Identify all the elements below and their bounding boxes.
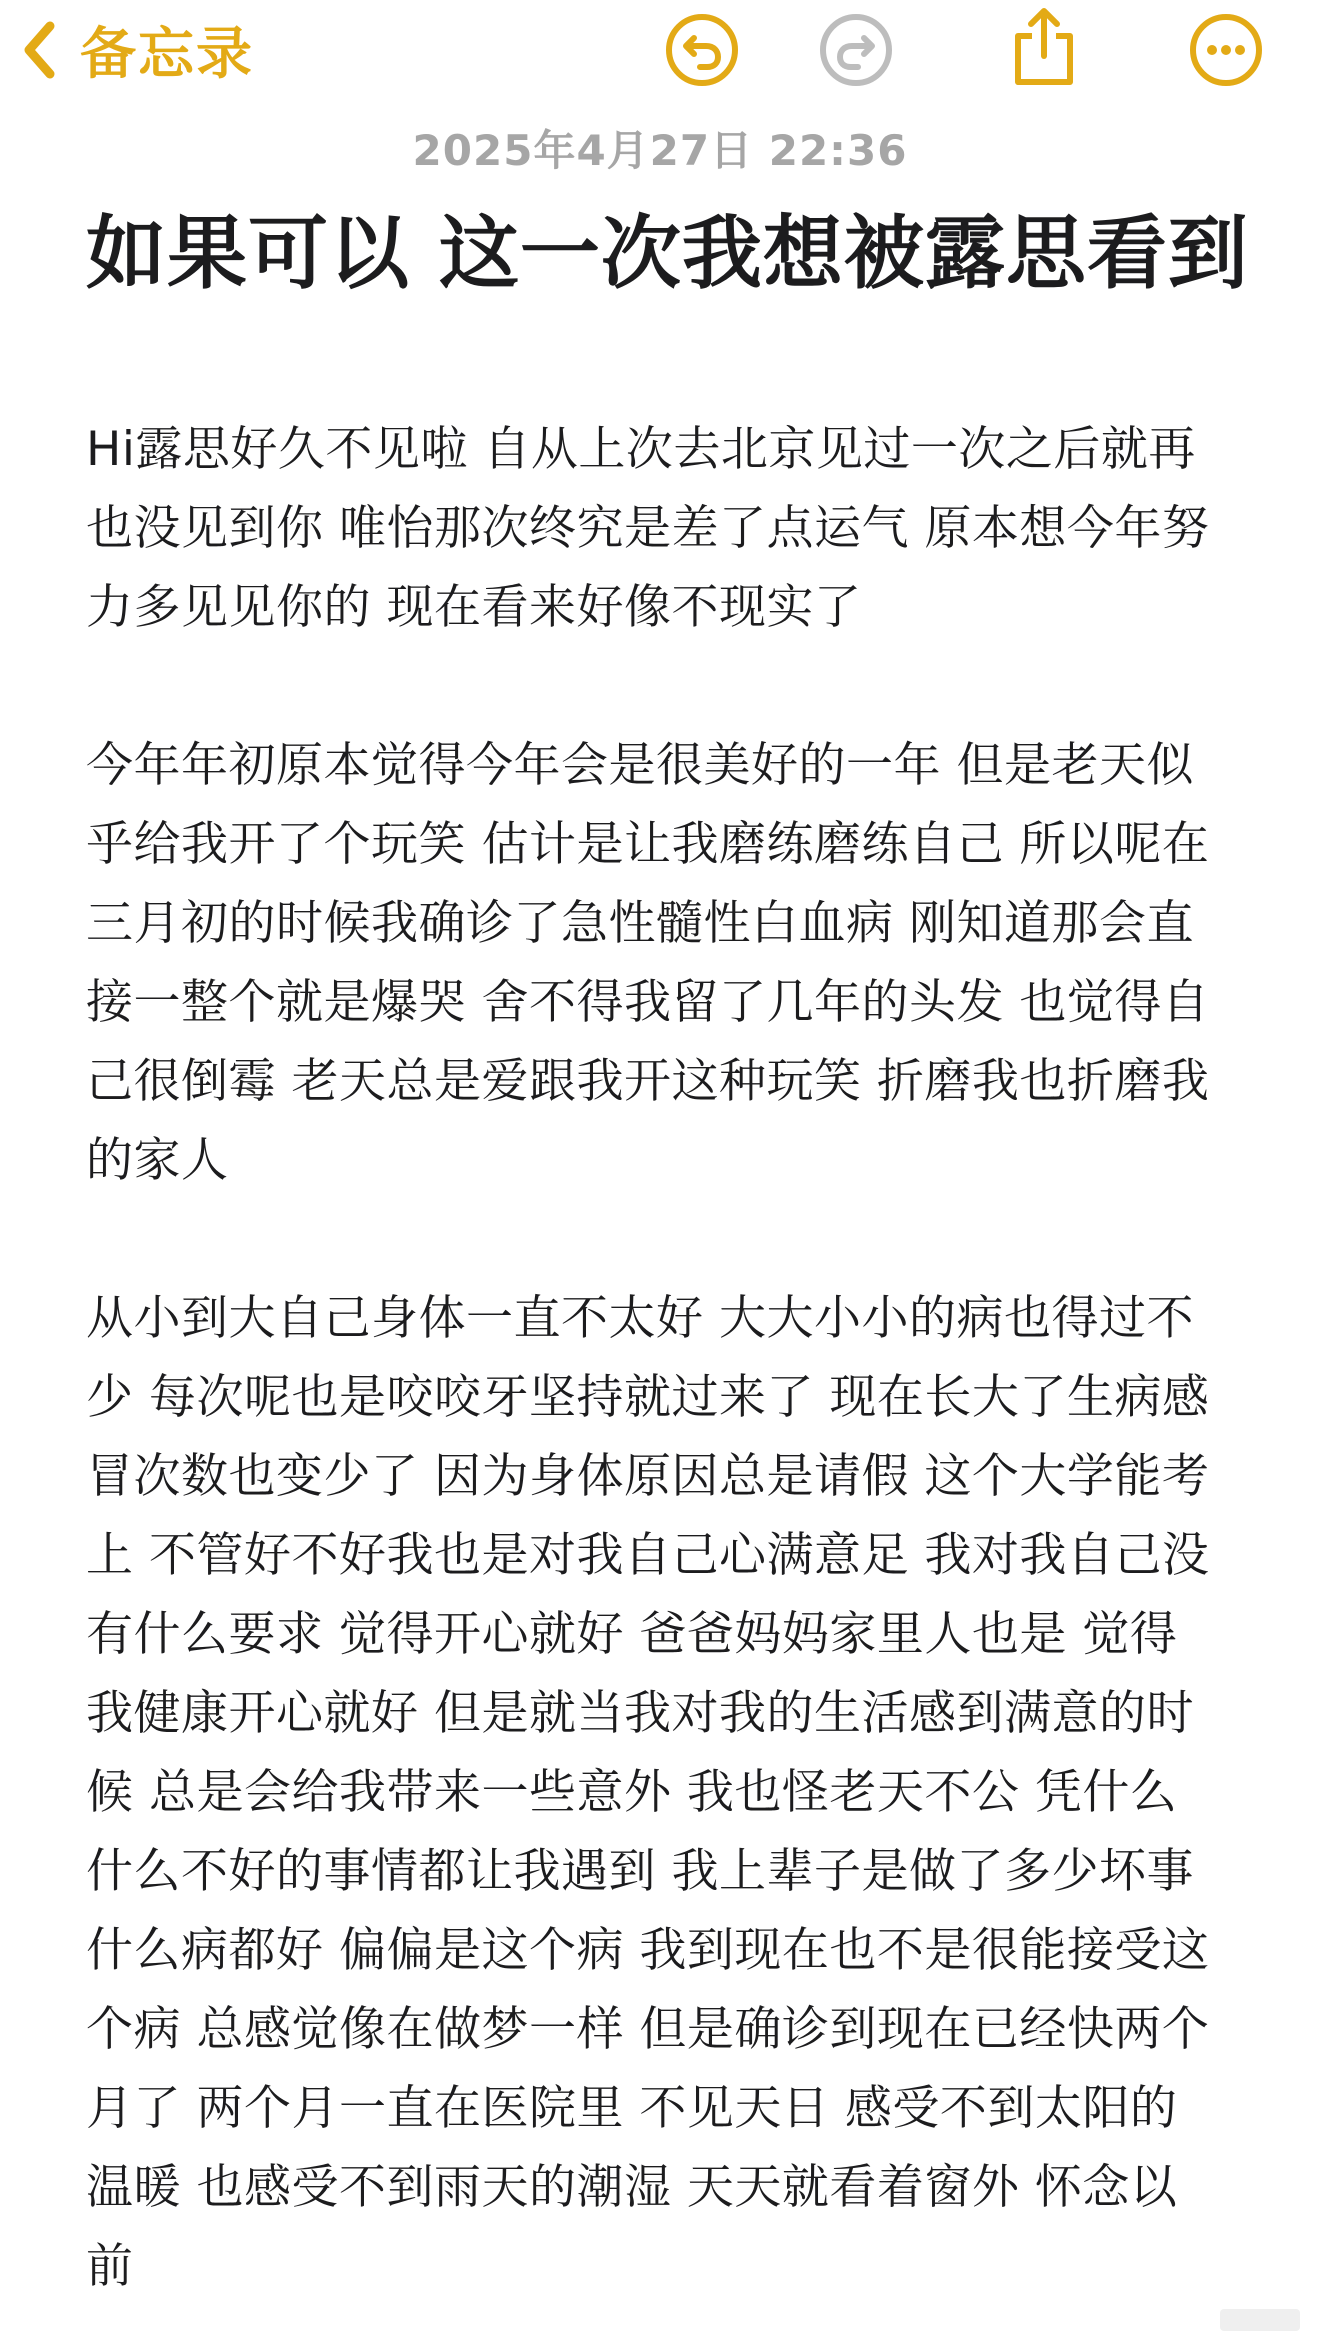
toolbar — [0, 0, 1320, 110]
redo-button[interactable] — [818, 12, 894, 88]
note-date: 2025年4月27日 22:36 — [412, 126, 908, 175]
back-button[interactable] — [22, 14, 254, 86]
share-button[interactable] — [1004, 4, 1084, 88]
note-paragraph: 从小到大自己身体一直不太好 大大小小的病也得过不 少 每次呢也是咬咬牙坚持就过来了 现在长大了生病感 冒次数也变少了 因为身体原因总是请假 这个大学能考 上 不管好不好我也是对我自己心满意足 我对我自己没 有什么要求 觉得开心就好 爸爸妈妈家里人也是 觉得 我健康开心就好 但是就当我对我的生活感到满意的时 候 总是会给我带来一些意外 我也怪老天不公 凭什么 什么不好的事情都让我遇到 我上辈子是做了多少坏事 什么病都好 偏偏是这个病 我到现在也不是很能接受这 个病 总感觉像在做梦一样 但是确诊到现在已经快两个 月了 两个月一直在医院里 不见天日 感受不到太阳的 温暖 也感受不到雨天的潮湿 天天就看着窗外 怀念以 前 — [86, 1291, 1210, 2294]
redo-icon — [818, 12, 894, 88]
chevron-left-icon — [22, 20, 56, 80]
more-icon — [1188, 12, 1264, 88]
more-button[interactable] — [1188, 12, 1264, 88]
watermark — [1220, 2309, 1300, 2331]
note-title[interactable]: 如果可以 这一次我想被露思看到 — [86, 207, 1249, 300]
undo-icon — [664, 12, 740, 88]
undo-button[interactable] — [664, 12, 740, 88]
note-paragraph: Hi露思好久不见啦 自从上次去北京见过一次之后就再 也没见到你 唯怡那次终究是差了点运气 原本想今年努 力多见见你的 现在看来好像不现实了 — [86, 422, 1210, 635]
note-paragraph: 今年年初原本觉得今年会是很美好的一年 但是老天似 乎给我开了个玩笑 估计是让我磨练磨练自己 所以呢在 三月初的时候我确诊了急性髓性白血病 刚知道那会直 接一整个就是爆哭 舍不得我留了几年的头发 也觉得自 己很倒霉 老天总是爱跟我开这种玩笑 折磨我也折磨我 的家人 — [86, 738, 1210, 1188]
note-body[interactable] — [86, 410, 1246, 2306]
back-label: 备忘录 — [80, 22, 254, 87]
share-icon — [1004, 4, 1084, 88]
